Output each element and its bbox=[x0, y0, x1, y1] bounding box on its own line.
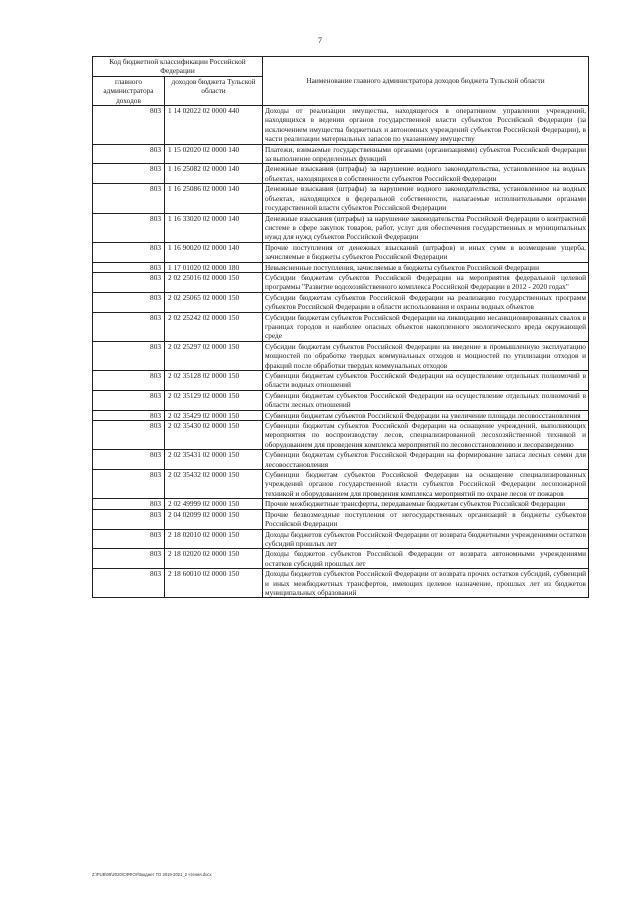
admin-code-cell: 803 bbox=[93, 312, 165, 341]
revenue-name-cell: Доходы от реализации имущества, находящегося в оперативном управлении учреждений, находящихся в ведении органов государственной власти субъектов Российской Федерации (за исключением имущества бюджетных и автономных учреждений субъектов Российской Федерации), в части реализации материальных запасов по указанному имуществу bbox=[263, 106, 589, 145]
revenue-name-cell: Субвенции бюджетам субъектов Российской Федерации на формирование запаса лесных семян для лесовосстановления bbox=[263, 450, 589, 470]
admin-code-cell: 803 bbox=[93, 262, 165, 272]
revenue-code-cell: 2 02 35129 02 0000 150 bbox=[165, 390, 263, 410]
table-header-row bbox=[93, 57, 589, 77]
revenue-code-cell: 2 02 25297 02 0000 150 bbox=[165, 341, 263, 370]
revenue-name-cell: Доходы бюджетов субъектов Российской Федерации от возврата прочих остатков субсидий, субвенций и иных межбюджетных трансфертов, имеющих целевое назначение, прошлых лет из бюджетов муниципальных образований bbox=[263, 569, 589, 598]
revenue-name-cell: Субвенции бюджетам субъектов Российской Федерации на увеличение площади лесовосстановления bbox=[263, 410, 589, 420]
table-row bbox=[93, 213, 589, 242]
revenue-code-cell: 1 16 25086 02 0000 140 bbox=[165, 184, 263, 213]
revenue-code-cell: 1 15 02020 02 0000 140 bbox=[165, 144, 263, 164]
revenue-name-cell: Субвенции бюджетам субъектов Российской Федерации на осуществление отдельных полномочий в области лесных отношений bbox=[263, 390, 589, 410]
revenue-code-cell: 1 17 01020 02 0000 180 bbox=[165, 262, 263, 272]
admin-code-cell: 803 bbox=[93, 341, 165, 370]
table-row bbox=[93, 421, 589, 450]
revenue-name-cell: Субвенции бюджетам субъектов Российской Федерации на осуществление отдельных полномочий в области водных отношений bbox=[263, 371, 589, 391]
table-row bbox=[93, 144, 589, 164]
table-row bbox=[93, 569, 589, 598]
header-budget-code: Код бюджетной классификации Российской Федерации bbox=[93, 57, 263, 77]
table-row bbox=[93, 390, 589, 410]
page-number: 7 bbox=[318, 36, 322, 45]
revenue-code-cell: 2 02 35432 02 0000 150 bbox=[165, 470, 263, 499]
revenue-name-cell: Субсидии бюджетам субъектов Российской Федерации на введение в промышленную эксплуатацию мощностей по обработке твердых коммунальных отходов и мощностей по утилизации отходов и фракций после обработки твердых коммунальных отходов bbox=[263, 341, 589, 370]
revenue-name-cell: Субвенции бюджетам субъектов Российской Федерации на оснащение специализированных учреждений органов государственной власти субъектов Российской Федерации лесопожарной техникой и оборудованием для проведения комплекса мероприятий по охране лесов от пожаров bbox=[263, 470, 589, 499]
revenue-code-cell: 1 16 25082 02 0000 140 bbox=[165, 164, 263, 184]
table-row bbox=[93, 371, 589, 391]
table-row bbox=[93, 312, 589, 341]
admin-code-cell: 803 bbox=[93, 529, 165, 549]
table-row bbox=[93, 529, 589, 549]
revenue-code-cell: 2 18 60010 02 0000 150 bbox=[165, 569, 263, 598]
revenue-code-cell: 2 02 35128 02 0000 150 bbox=[165, 371, 263, 391]
header-revenue-code: доходов бюджета Тульской области bbox=[165, 76, 263, 105]
revenue-code-cell: 2 18 02020 02 0000 150 bbox=[165, 549, 263, 569]
table-row bbox=[93, 470, 589, 499]
header-chief-admin: главного администратора доходов bbox=[93, 76, 165, 105]
revenue-code-cell: 2 18 02010 02 0000 150 bbox=[165, 529, 263, 549]
revenue-code-cell: 2 02 49999 02 0000 150 bbox=[165, 499, 263, 509]
admin-code-cell: 803 bbox=[93, 470, 165, 499]
revenue-name-cell: Субсидии бюджетам субъектов Российской Федерации на реализацию государственных программ субъектов Российской Федерации в области использования и охраны водных объектов bbox=[263, 292, 589, 312]
table-row bbox=[93, 292, 589, 312]
table-row bbox=[93, 499, 589, 509]
table-row bbox=[93, 509, 589, 529]
table-row bbox=[93, 262, 589, 272]
table-row bbox=[93, 164, 589, 184]
table-row bbox=[93, 410, 589, 420]
admin-code-cell: 803 bbox=[93, 549, 165, 569]
revenue-name-cell: Доходы бюджетов субъектов Российской Федерации от возврата бюджетными учреждениями остатков субсидий прошлых лет bbox=[263, 529, 589, 549]
revenue-code-cell: 2 04 02099 02 0000 150 bbox=[165, 509, 263, 529]
table-row bbox=[93, 341, 589, 370]
revenue-name-cell: Субсидии бюджетам субъектов Российской Федерации на ликвидацию несанкционированных свалок в границах городов и наиболее опасных объектов накопленного экологического вреда окружающей среде bbox=[263, 312, 589, 341]
admin-code-cell: 803 bbox=[93, 213, 165, 242]
admin-code-cell: 803 bbox=[93, 164, 165, 184]
revenue-code-cell: 2 02 35429 02 0000 150 bbox=[165, 410, 263, 420]
revenue-name-cell: Прочие поступления от денежных взысканий (штрафов) и иных сумм в возмещение ущерба, зачисляемые в бюджеты субъектов Российской Федерации bbox=[263, 242, 589, 262]
revenue-code-cell: 2 02 35430 02 0000 150 bbox=[165, 421, 263, 450]
revenue-name-cell: Прочие безвозмездные поступления от негосударственных организаций в бюджеты субъектов Российской Федерации bbox=[263, 509, 589, 529]
table-row bbox=[93, 450, 589, 470]
admin-code-cell: 803 bbox=[93, 450, 165, 470]
revenue-name-cell: Субсидии бюджетам субъектов Российской Федерации на мероприятия федеральной целевой программы "Развитие водохозяйственного комплекса Российской Федерации в 2012 - 2020 годах" bbox=[263, 272, 589, 292]
admin-code-cell: 803 bbox=[93, 242, 165, 262]
header-admin-name: Наименование главного администратора доходов бюджета Тульской области bbox=[263, 57, 589, 106]
revenue-code-cell: 1 14 02022 02 0000 440 bbox=[165, 106, 263, 145]
revenue-name-cell: Денежные взыскания (штрафы) за нарушение водного законодательства, установленное на водных объектах, находящихся в собственности субъектов Российской Федерации bbox=[263, 164, 589, 184]
revenue-code-cell: 1 16 90020 02 0000 140 bbox=[165, 242, 263, 262]
admin-code-cell: 803 bbox=[93, 569, 165, 598]
admin-code-cell: 803 bbox=[93, 371, 165, 391]
admin-code-cell: 803 bbox=[93, 390, 165, 410]
admin-code-cell: 803 bbox=[93, 106, 165, 145]
revenue-code-cell: 2 02 25065 02 0000 150 bbox=[165, 292, 263, 312]
table-row bbox=[93, 184, 589, 213]
admin-code-cell: 803 bbox=[93, 184, 165, 213]
admin-code-cell: 803 bbox=[93, 292, 165, 312]
table-row bbox=[93, 242, 589, 262]
revenue-name-cell: Денежные взыскания (штрафы) за нарушение законодательства Российской Федерации о контрактной системе в сфере закупок товаров, работ, услуг для обеспечения государственных и муниципальных нужд для нужд субъектов Российской Федерации bbox=[263, 213, 589, 242]
admin-code-cell: 803 bbox=[93, 410, 165, 420]
revenue-administrators-table bbox=[92, 56, 589, 598]
revenue-name-cell: Доходы бюджетов субъектов Российской Федерации от возврата автономными учреждениями остатков субсидий прошлых лет bbox=[263, 549, 589, 569]
revenue-code-cell: 2 02 35431 02 0000 150 bbox=[165, 450, 263, 470]
file-path-footer: Z:\PUB\08\2020\СФФОУ\Бюджет ТО 2019-2021_2 чтения.docx bbox=[92, 872, 212, 877]
revenue-name-cell: Прочие межбюджетные трансферты, передаваемые бюджетам субъектов Российской Федерации bbox=[263, 499, 589, 509]
revenue-name-cell: Субвенции бюджетам субъектов Российской Федерации на оснащение учреждений, выполняющих мероприятия по воспроизводству лесов, специализированной лесохозяйственной техникой и оборудованием для проведения комплекса мероприятий по лесовосстановлению и лесоразведению bbox=[263, 421, 589, 450]
revenue-name-cell: Платежи, взимаемые государственными органами (организациями) субъектов Российской Федерации за выполнение определенных функций bbox=[263, 144, 589, 164]
table-row bbox=[93, 272, 589, 292]
revenue-name-cell: Денежные взыскания (штрафы) за нарушение водного законодательства, установленное на водных объектах, находящихся в федеральной собственности, налагаемые исполнительными органами государственной власти субъектов Российской Федерации bbox=[263, 184, 589, 213]
admin-code-cell: 803 bbox=[93, 421, 165, 450]
table-row bbox=[93, 106, 589, 145]
revenue-name-cell: Невыясненные поступления, зачисляемые в бюджеты субъектов Российской Федерации bbox=[263, 262, 589, 272]
admin-code-cell: 803 bbox=[93, 509, 165, 529]
admin-code-cell: 803 bbox=[93, 499, 165, 509]
table-body bbox=[93, 106, 589, 598]
revenue-code-cell: 1 16 33020 02 0000 140 bbox=[165, 213, 263, 242]
admin-code-cell: 803 bbox=[93, 144, 165, 164]
revenue-code-cell: 2 02 25016 02 0000 150 bbox=[165, 272, 263, 292]
table-row bbox=[93, 549, 589, 569]
revenue-code-cell: 2 02 25242 02 0000 150 bbox=[165, 312, 263, 341]
admin-code-cell: 803 bbox=[93, 272, 165, 292]
